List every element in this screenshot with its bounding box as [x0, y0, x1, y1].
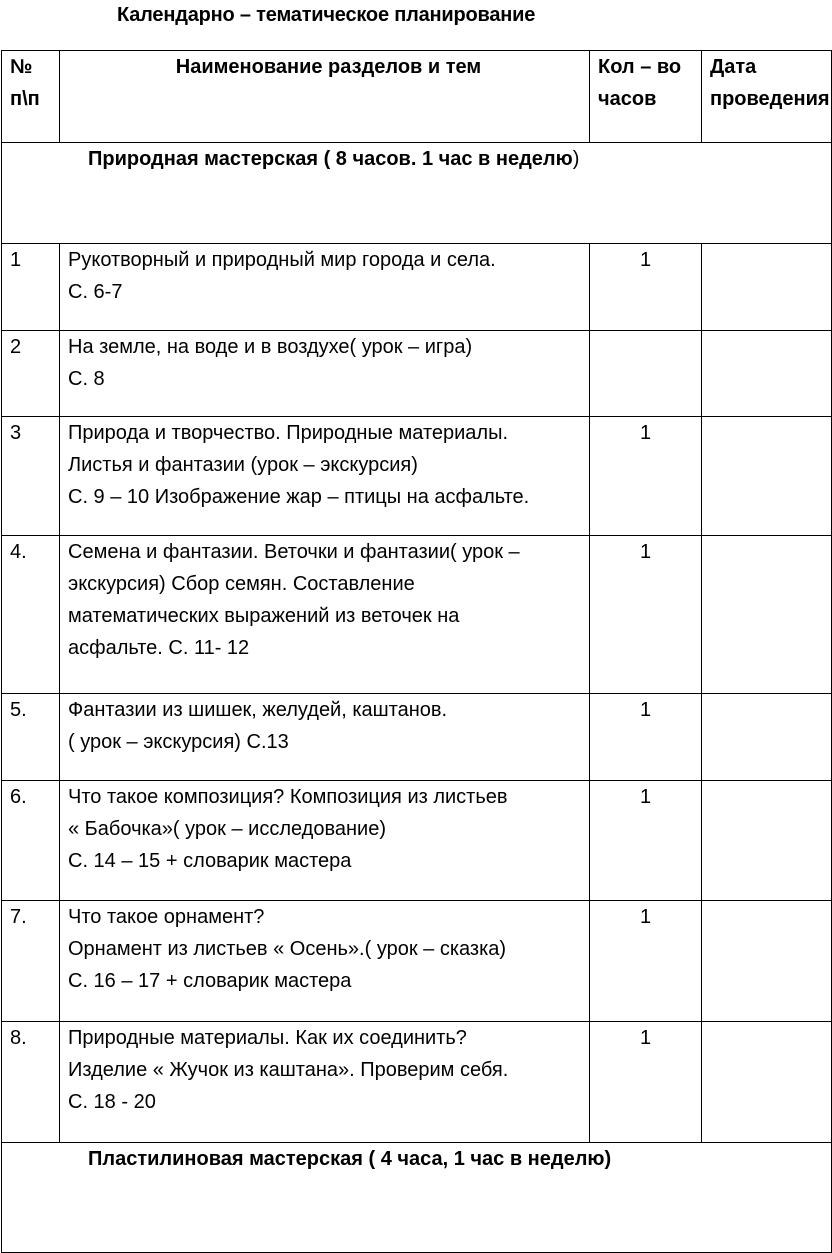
topic-line: асфальте. С. 11- 12	[68, 637, 250, 659]
row-hours: 1	[590, 417, 702, 536]
row-topic	[60, 331, 590, 417]
table-row	[2, 244, 832, 331]
topic-line: С. 18 - 20	[68, 1091, 156, 1113]
row-number: 1	[2, 244, 60, 331]
table-row	[2, 417, 832, 536]
topic-line: Рукотворный и природный мир города и села.	[68, 249, 496, 271]
table-row	[2, 901, 832, 1022]
topic-line: Что такое орнамент?	[68, 906, 265, 928]
topic-line: экскурсия) Сбор семян. Составление	[68, 573, 415, 595]
row-date	[702, 694, 832, 781]
topic-line: Природные материалы. Как их соединить?	[68, 1027, 467, 1049]
header-date-line2: проведения	[710, 88, 830, 110]
row-date	[702, 1022, 832, 1143]
topic-line: Фантазии из шишек, желудей, каштанов.	[68, 699, 448, 721]
row-hours: 1	[590, 901, 702, 1022]
section-cell	[2, 143, 832, 244]
row-number: 2	[2, 331, 60, 417]
row-topic	[60, 244, 590, 331]
row-date	[702, 781, 832, 901]
topic-line: Изделие « Жучок из каштана». Проверим себя.	[68, 1059, 509, 1081]
row-topic	[60, 1022, 590, 1143]
row-topic	[60, 417, 590, 536]
topic-line: С. 8	[68, 368, 105, 390]
table-row	[2, 536, 832, 694]
header-date	[702, 51, 832, 143]
header-number-line1: №	[10, 56, 33, 78]
topic-line: математических выражений из веточек на	[68, 605, 460, 627]
row-topic	[60, 694, 590, 781]
row-date	[702, 417, 832, 536]
table-row	[2, 694, 832, 781]
row-date	[702, 331, 832, 417]
thematic-plan-table	[1, 50, 832, 1253]
header-number-line2: п\п	[10, 88, 40, 110]
header-hours-line1: Кол – во	[598, 56, 682, 78]
topic-line: На земле, на воде и в воздухе( урок – игра)	[68, 336, 473, 358]
topic-line: Листья и фантазии (урок – экскурсия)	[68, 454, 418, 476]
topic-line: Семена и фантазии. Веточки и фантазии( урок –	[68, 541, 520, 563]
row-hours: 1	[590, 536, 702, 694]
header-name	[60, 51, 590, 143]
topic-line: С. 14 – 15 + словарик мастера	[68, 850, 352, 872]
row-number: 8.	[2, 1022, 60, 1143]
row-number: 5.	[2, 694, 60, 781]
section-title-text: Природная мастерская ( 8 часов. 1 час в неделю	[88, 148, 573, 170]
topic-line: С. 6-7	[68, 281, 123, 303]
row-hours: 1	[590, 694, 702, 781]
row-date	[702, 244, 832, 331]
section-row-nature	[2, 143, 832, 244]
row-hours: 1	[590, 244, 702, 331]
table-row	[2, 1022, 832, 1143]
row-date	[702, 536, 832, 694]
table-header-row	[2, 51, 832, 143]
row-hours: 1	[590, 1022, 702, 1143]
topic-line: « Бабочка»( урок – исследование)	[68, 818, 386, 840]
header-name-label: Наименование разделов и тем	[175, 56, 482, 78]
section-cell	[2, 1143, 832, 1253]
section-title-nature	[10, 143, 831, 175]
row-topic	[60, 901, 590, 1022]
topic-line: Что такое композиция? Композиция из листьев	[68, 786, 508, 808]
header-number	[2, 51, 60, 143]
header-date-line1: Дата	[710, 56, 757, 78]
row-topic	[60, 536, 590, 694]
row-hours	[590, 331, 702, 417]
page-title: Календарно – тематическое планирование	[117, 4, 536, 26]
section-title-close: )	[572, 148, 580, 170]
topic-line: С. 9 – 10 Изображение жар – птицы на асфальте.	[68, 486, 530, 508]
header-hours	[590, 51, 702, 143]
row-number: 4.	[2, 536, 60, 694]
table-row	[2, 331, 832, 417]
topic-line: Природа и творчество. Природные материалы.	[68, 422, 509, 444]
header-hours-line2: часов	[598, 88, 657, 110]
topic-line: ( урок – экскурсия) С.13	[68, 731, 289, 753]
topic-line: С. 16 – 17 + словарик мастера	[68, 970, 352, 992]
row-number: 6.	[2, 781, 60, 901]
row-date	[702, 901, 832, 1022]
topic-line: Орнамент из листьев « Осень».( урок – сказка)	[68, 938, 507, 960]
section-row-plasticine	[2, 1143, 832, 1253]
section-title-plasticine: Пластилиновая мастерская ( 4 часа, 1 час в неделю)	[88, 1148, 612, 1170]
row-number: 7.	[2, 901, 60, 1022]
row-number: 3	[2, 417, 60, 536]
row-topic	[60, 781, 590, 901]
table-row	[2, 781, 832, 901]
row-hours: 1	[590, 781, 702, 901]
